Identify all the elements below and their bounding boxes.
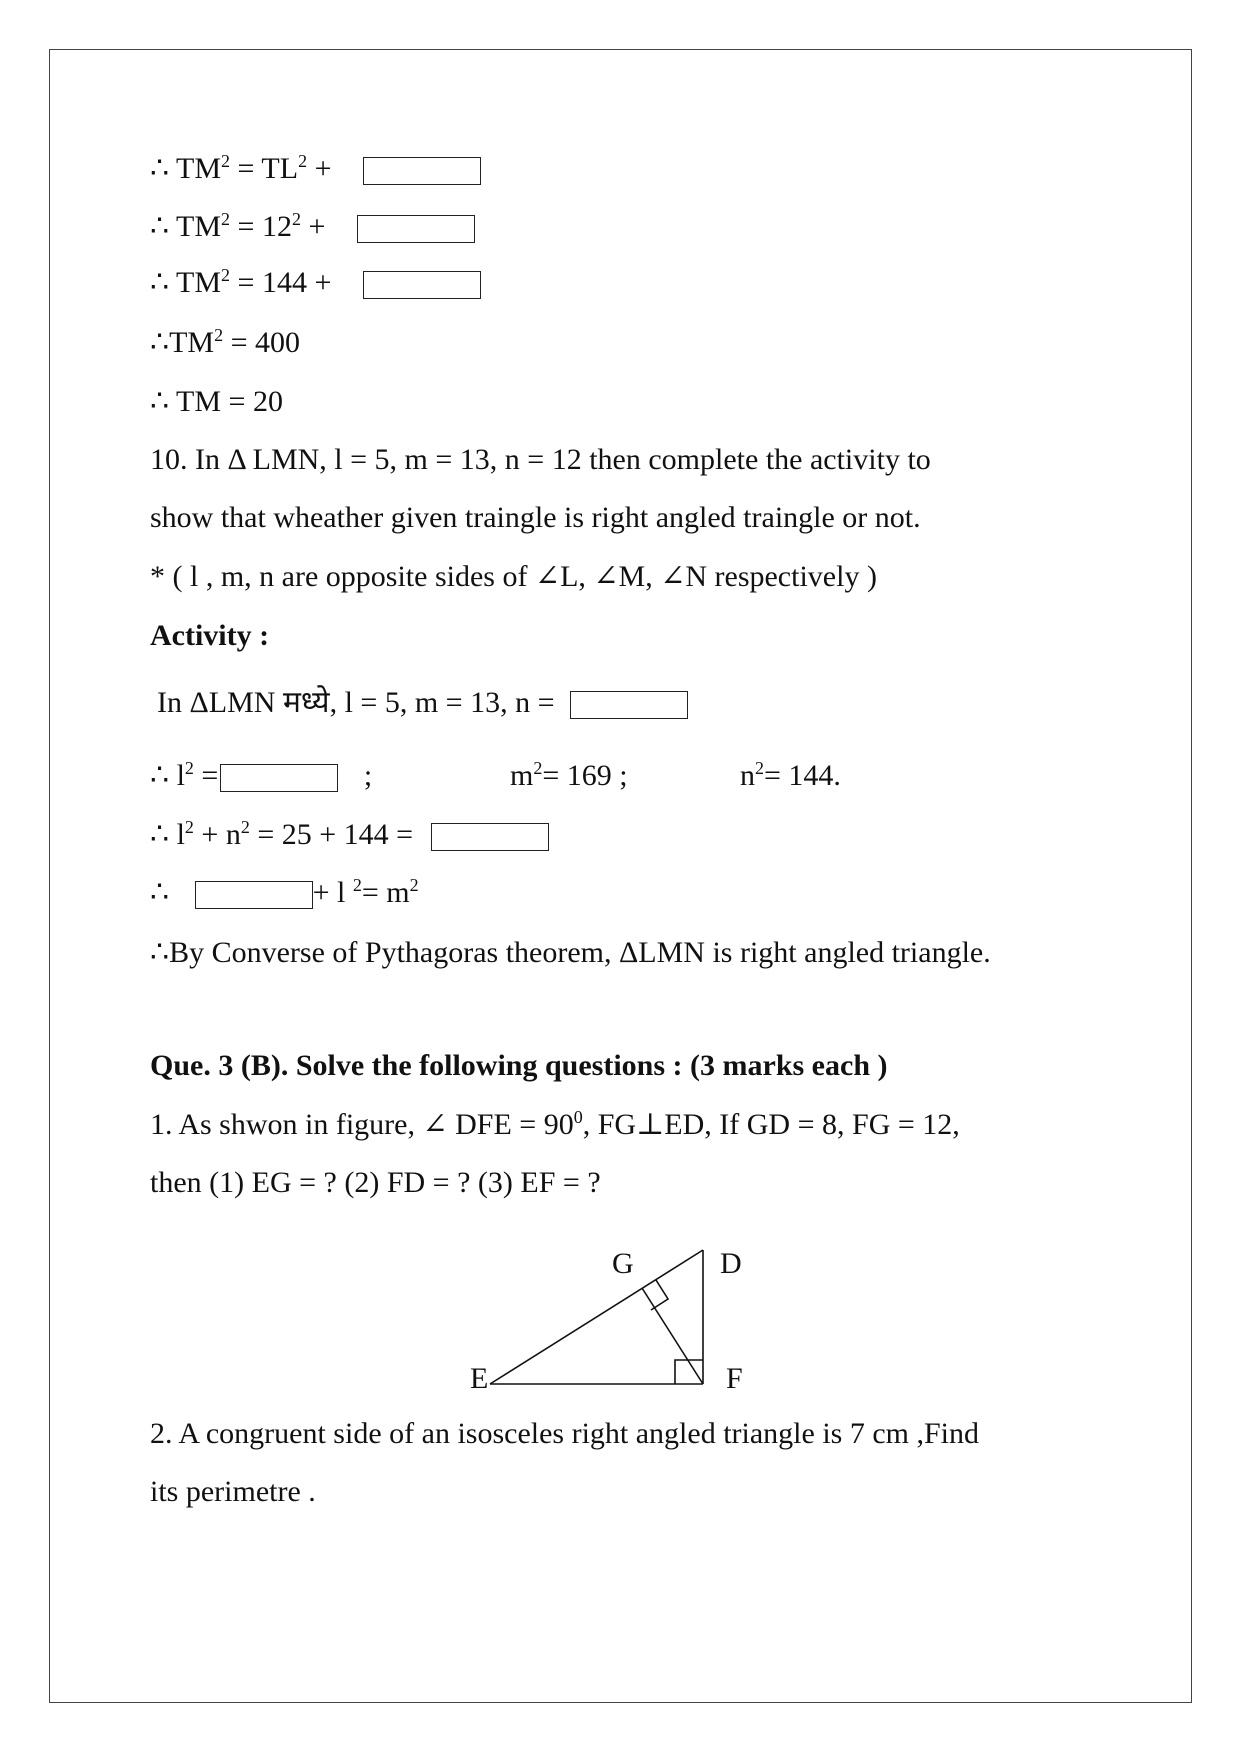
- q10-line3: * ( l , m, n are opposite sides of ∠L, ∠M, ∠N respectively ): [150, 560, 877, 593]
- activity-conclusion: ∴By Converse of Pythagoras theorem, ΔLMN is right angled triangle.: [150, 936, 991, 969]
- m-squared: $m^2= 169$ ;: [510, 758, 628, 792]
- label-e: E: [470, 1362, 489, 1395]
- activity-line1: In ΔLMN मध्ये, l = 5, m = 13, n =: [157, 686, 688, 720]
- activity-line2: ∴ $l^2$ = ;: [150, 758, 373, 792]
- altitude-fg: [642, 1288, 703, 1384]
- activity-line3: ∴ $l^2 + n^2 = 25 + 144$ =: [150, 818, 549, 852]
- eq-tm-144: ∴ $TM^2 = 144$ +: [150, 266, 481, 300]
- q2-line2: its perimetre .: [150, 1475, 316, 1508]
- eq-tm-tl: ∴ $TM^2 = TL^2$ +: [150, 152, 481, 186]
- q10-line1: 10. In Δ LMN, l = 5, m = 13, n = 12 then complete the activity to: [150, 443, 931, 476]
- right-angle-mark-f: [675, 1360, 703, 1384]
- activity-label: Activity :: [150, 619, 270, 652]
- eq-tm-20: ∴ TM = 20: [150, 385, 283, 418]
- label-g: G: [612, 1247, 634, 1280]
- section-heading: Que. 3 (B). Solve the following questions : (3 marks each ): [150, 1049, 888, 1082]
- q1-line1: 1. As shwon in figure, ∠ DFE = $90^0$, FG⊥ED, If GD = 8, FG = 12,: [150, 1107, 960, 1141]
- side-ed: [490, 1250, 703, 1384]
- q10-line2: show that wheather given traingle is right angled traingle or not.: [150, 501, 921, 534]
- label-f: F: [726, 1362, 743, 1395]
- n-squared: $n^2= 144$.: [740, 758, 841, 792]
- eq-tm-400: $\therefore TM^2 = 400$: [150, 325, 301, 359]
- q1-line2: then (1) EG = ? (2) FD = ? (3) EF = ?: [150, 1166, 601, 1199]
- q2-line1: 2. A congruent side of an isosceles right angled triangle is 7 cm ,Find: [150, 1417, 980, 1450]
- eq-tm-12: ∴ $TM^2 = 12^2$ +: [150, 210, 475, 244]
- label-d: D: [720, 1247, 742, 1280]
- activity-line4: ∴ + l $^2= m^2$: [150, 875, 419, 909]
